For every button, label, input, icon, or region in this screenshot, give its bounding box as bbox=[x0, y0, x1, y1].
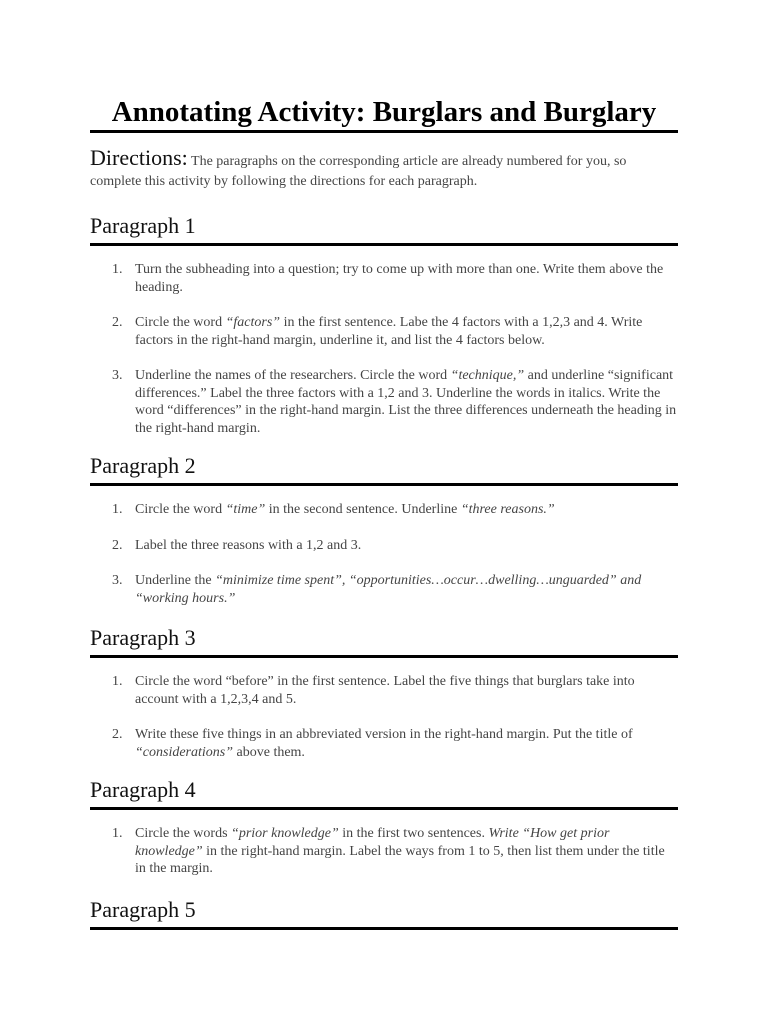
item-text: Circle the word “before” in the first sentence. Label the five things that burglars take into account with a 1,2,3,4 and 5. bbox=[135, 674, 635, 707]
section-heading: Paragraph 2 bbox=[90, 452, 678, 486]
instruction-list bbox=[90, 673, 678, 761]
title-underline bbox=[90, 130, 678, 133]
instruction-list bbox=[90, 825, 678, 878]
paragraph-2-section bbox=[90, 452, 678, 607]
list-item bbox=[90, 572, 678, 607]
list-number: 1. bbox=[112, 502, 123, 517]
list-item bbox=[90, 726, 678, 761]
item-text-italic: “factors” bbox=[225, 315, 281, 330]
item-text-italic: Write “How get prior knowledge” bbox=[135, 826, 610, 859]
item-text-italic: “prior knowledge” bbox=[231, 826, 339, 841]
item-text: in the first sentence. Labe the 4 factors with a 1,2,3 and 4. Write factors in the right-hand margin, underline it, and list the 4 factors below. bbox=[135, 315, 643, 348]
section-heading: Paragraph 1 bbox=[90, 212, 678, 246]
paragraph-1-section bbox=[90, 212, 678, 437]
list-item bbox=[90, 501, 678, 519]
item-text: Circle the words bbox=[135, 826, 232, 841]
item-text: above them. bbox=[233, 744, 305, 760]
item-text-italic: “minimize time spent”, “opportunities…occur…dwelling…unguarded” and “working hours.” bbox=[135, 573, 642, 606]
list-item bbox=[90, 825, 678, 878]
list-item bbox=[90, 314, 678, 349]
item-text: in the second sentence. Underline bbox=[265, 502, 461, 517]
item-text: Write these five things in an abbreviated version in the right-hand margin. Put the title of bbox=[135, 727, 633, 742]
item-text: Circle the word bbox=[135, 315, 226, 330]
list-number: 1. bbox=[112, 826, 123, 841]
item-text: and underline “significant differences.” Label the three factors with a 1,2 and 3. Underline the words in italics. Write the word “differences” in the right-hand margin. List the three differences underneath the heading in the right-hand margin. bbox=[135, 368, 677, 436]
directions-text: The paragraphs on the corresponding article are already numbered for you, so complete this activity by following the directions for each paragraph. bbox=[90, 154, 627, 189]
list-number: 3. bbox=[112, 368, 123, 383]
list-item bbox=[90, 367, 678, 437]
directions bbox=[90, 145, 678, 192]
paragraph-5-section bbox=[90, 896, 678, 930]
list-item bbox=[90, 537, 678, 555]
paragraph-3-section bbox=[90, 624, 678, 761]
list-item bbox=[90, 673, 678, 708]
list-number: 2. bbox=[112, 727, 123, 742]
item-text: Underline the bbox=[135, 573, 216, 588]
item-text: Label the three reasons with a 1,2 and 3. bbox=[135, 537, 362, 553]
item-text-italic: “technique,” bbox=[450, 368, 525, 383]
item-text: Underline the names of the researchers. Circle the word bbox=[135, 368, 451, 383]
paragraph-4-section bbox=[90, 776, 678, 878]
item-text-italic: “time” bbox=[225, 502, 266, 517]
list-item bbox=[90, 261, 678, 296]
instruction-list bbox=[90, 261, 678, 437]
section-heading: Paragraph 5 bbox=[90, 896, 678, 930]
item-text-italic: “three reasons.” bbox=[460, 502, 555, 517]
section-heading: Paragraph 4 bbox=[90, 776, 678, 810]
list-number: 2. bbox=[112, 537, 123, 553]
page-title: Annotating Activity: Burglars and Burglary bbox=[111, 96, 657, 128]
list-number: 3. bbox=[112, 573, 123, 588]
instruction-list bbox=[90, 501, 678, 607]
item-text: in the right-hand margin. Label the ways from 1 to 5, then list them under the title in the margin. bbox=[135, 843, 665, 876]
section-heading: Paragraph 3 bbox=[90, 624, 678, 658]
item-text: in the first two sentences. bbox=[338, 826, 489, 841]
list-number: 1. bbox=[112, 674, 123, 689]
directions-label: Directions: bbox=[90, 145, 188, 170]
item-text: Circle the word bbox=[135, 502, 226, 517]
list-number: 2. bbox=[112, 315, 123, 330]
list-number: 1. bbox=[112, 262, 123, 277]
item-text-italic: “considerations” bbox=[135, 744, 234, 760]
item-text: Turn the subheading into a question; try to come up with more than one. Write them above the heading. bbox=[135, 262, 664, 295]
